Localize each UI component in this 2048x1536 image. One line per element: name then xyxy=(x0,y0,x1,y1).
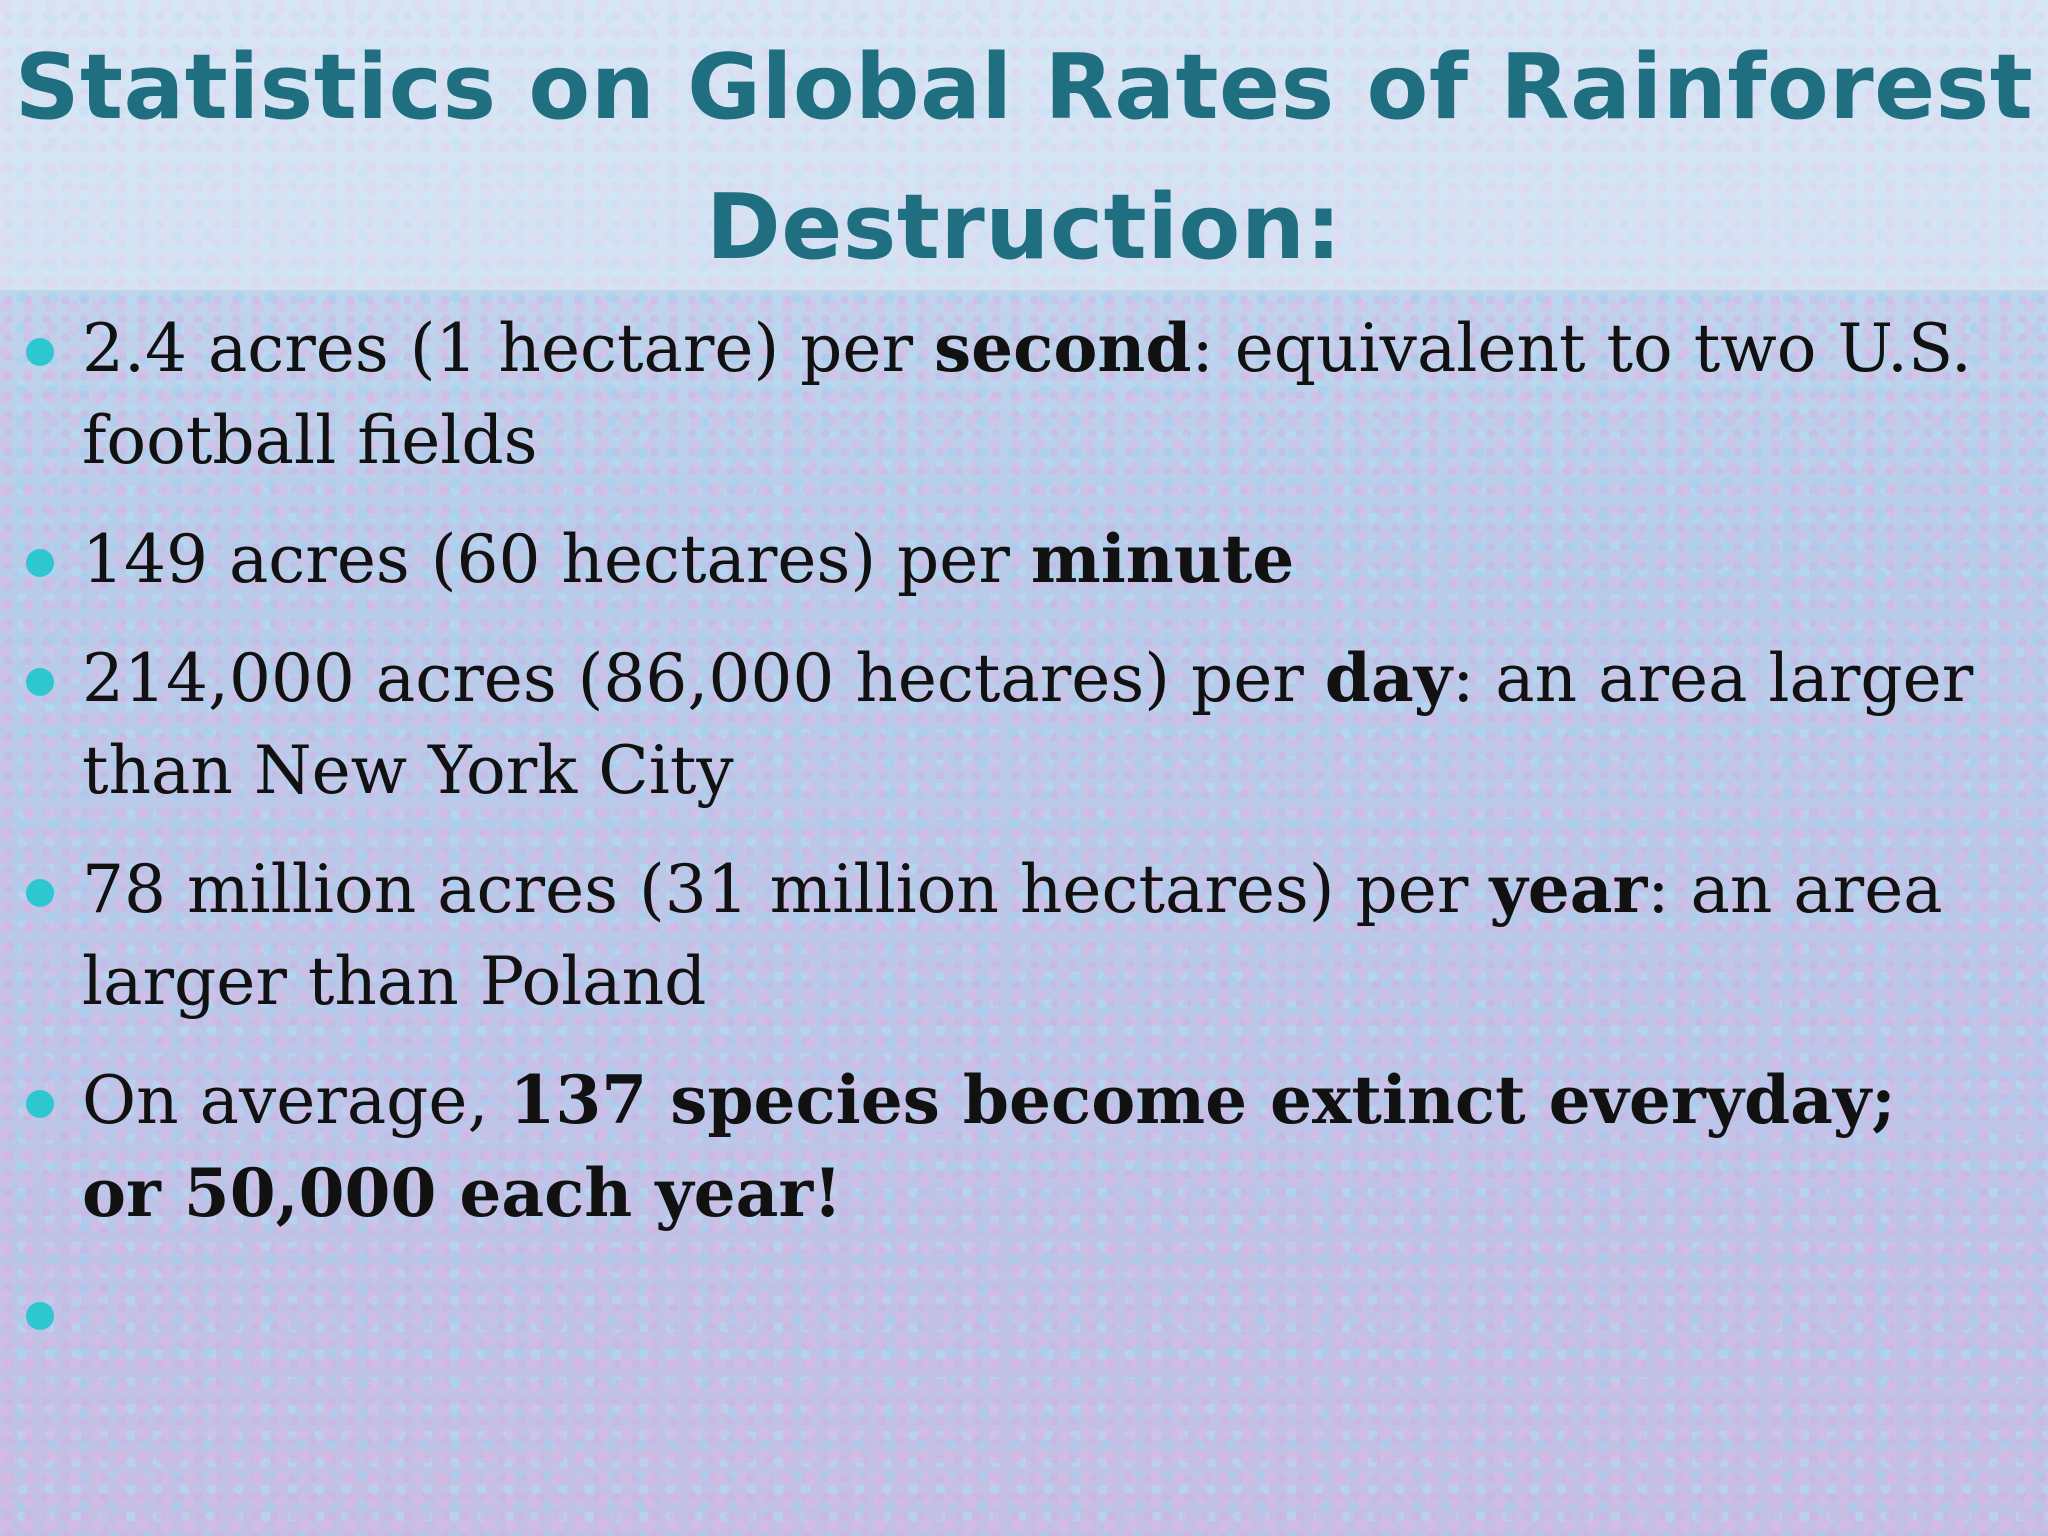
bullet-list xyxy=(0,302,2048,1384)
bullet-segment: 78 million acres (31 million hectares) per xyxy=(82,851,1490,928)
bullet-item xyxy=(0,513,2048,606)
bullet-text xyxy=(82,302,1988,487)
bullet-segment: : an area larger than Poland xyxy=(82,851,1943,1020)
bullet-dot-icon xyxy=(26,338,54,366)
bullet-item xyxy=(0,302,2048,487)
bullet-segment: 214,000 acres (86,000 hectares) per xyxy=(82,640,1325,717)
bullet-emphasis: day xyxy=(1324,639,1453,717)
bullet-segment: 2.4 acres (1 hectare) per xyxy=(82,310,935,387)
bullet-text xyxy=(82,513,1988,606)
bullet-emphasis: year xyxy=(1489,850,1648,928)
bullet-text xyxy=(82,632,1988,817)
bullet-dot-icon xyxy=(26,1302,54,1330)
bullet-segment: On average, xyxy=(82,1062,510,1139)
bullet-segment: : an area larger than New York City xyxy=(82,640,1974,809)
bullet-text xyxy=(82,1266,1988,1358)
bullet-segment: 149 acres (60 hectares) per xyxy=(82,521,1031,598)
bullet-dot-icon xyxy=(26,879,54,907)
bullet-emphasis: minute xyxy=(1030,520,1295,598)
bullet-dot-icon xyxy=(26,549,54,577)
bullet-item xyxy=(0,632,2048,817)
bullet-item xyxy=(0,843,2048,1028)
bullet-emphasis: second xyxy=(934,309,1192,387)
bullet-item xyxy=(0,1054,2048,1240)
bullet-text xyxy=(82,1054,1988,1240)
bullet-segment: : equivalent to two U.S. football fields xyxy=(82,310,1972,479)
bullet-dot-icon xyxy=(26,668,54,696)
bullet-item xyxy=(0,1266,2048,1358)
slide-title: Statistics on Global Rates of Rainforest Destruction: xyxy=(14,35,2034,280)
bullet-emphasis: 137 species become extinct everyday; or 50,000 each year! xyxy=(82,1061,1896,1232)
bullet-text xyxy=(82,843,1988,1028)
bullet-dot-icon xyxy=(26,1090,54,1118)
